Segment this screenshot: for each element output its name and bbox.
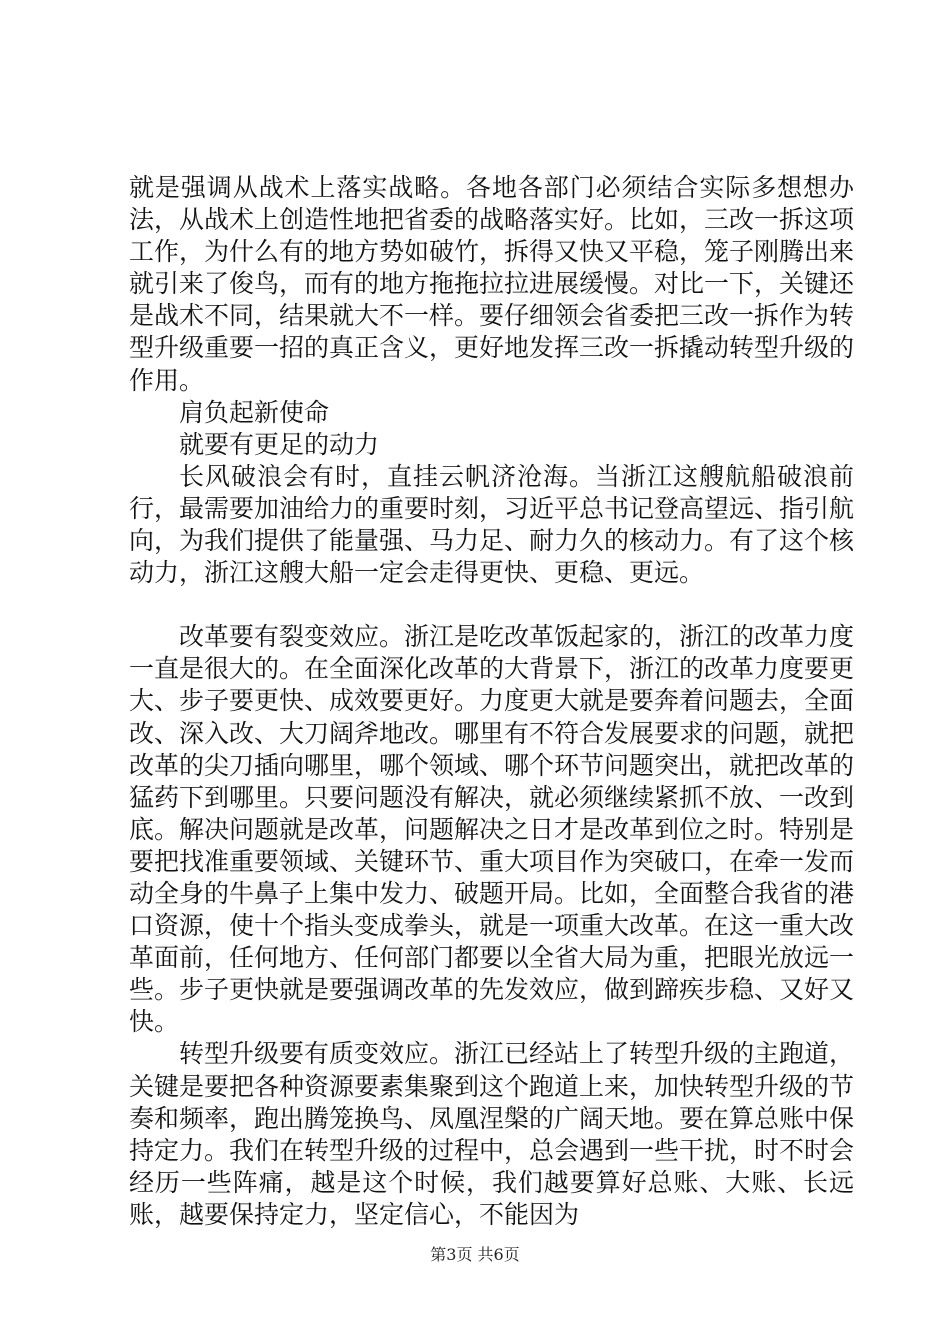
paragraph-transformation: 转型升级要有质变效应。浙江已经站上了转型升级的主跑道，关键是要把各种资源要素集聚到这个跑道上来，加快转型升级的节奏和频率，跑出腾笼换鸟、凤凰涅槃的广阔天地。要在算总账中保持定力。我们在转型升级的过程中，总会遇到一些干扰，时不时会经历一些阵痛，越是这个时候，我们越要算好总账、大账、长远账，越要保持定力，坚定信心，不能因为 (129, 1039, 855, 1229)
paragraph-reform: 改革要有裂变效应。浙江是吃改革饭起家的，浙江的改革力度一直是很大的。在全面深化改革的大背景下，浙江的改革力度要更大、步子要更快、成效要更好。力度更大就是要奔着问题去，全面改、深入改、大刀阔斧地改。哪里有不符合发展要求的问题，就把改革的尖刀插向哪里，哪个领域、哪个环节问题突出，就把改革的猛药下到哪里。只要问题没有解决，就必须继续紧抓不放、一改到底。解决问题就是改革，问题解决之日才是改革到位之时。特别是要把找准重要领域、关键环节、重大项目作为突破口，在牵一发而动全身的牛鼻子上集中发力、破题开局。比如，全面整合我省的港口资源，使十个指头变成拳头，就是一项重大改革。在这一重大改革面前，任何地方、任何部门都要以全省大局为重，把眼光放远一些。步子更快就是要强调改革的先发效应，做到蹄疾步稳、又好又快。 (129, 622, 855, 1037)
paragraph-gap (129, 589, 854, 621)
body-text (129, 172, 854, 1231)
section-heading-line-2: 就要有更足的动力 (179, 429, 380, 459)
section-heading-line-1: 肩负起新使命 (179, 397, 330, 427)
page-footer: 第3页 共6页 (430, 1245, 520, 1264)
paragraph-intro: 长风破浪会有时，直挂云帆济沧海。当浙江这艘航船破浪前行，最需要加油给力的重要时刻，习近平总书记登高望远、指引航向，为我们提供了能量强、马力足、耐力久的核动力。有了这个核动力，浙江这艘大船一定会走得更快、更稳、更远。 (129, 461, 855, 588)
paragraph-continuation: 就是强调从战术上落实战略。各地各部门必须结合实际多想想办法，从战术上创造性地把省委的战略落实好。比如，三改一拆这项工作，为什么有的地方势如破竹，拆得又快又平稳，笼子刚腾出来就引来了俊鸟，而有的地方拖拖拉拉进展缓慢。对比一下，关键还是战术不同，结果就大不一样。要仔细领会省委把三改一拆作为转型升级重要一招的真正含义，更好地发挥三改一拆撬动转型升级的作用。 (129, 173, 855, 395)
